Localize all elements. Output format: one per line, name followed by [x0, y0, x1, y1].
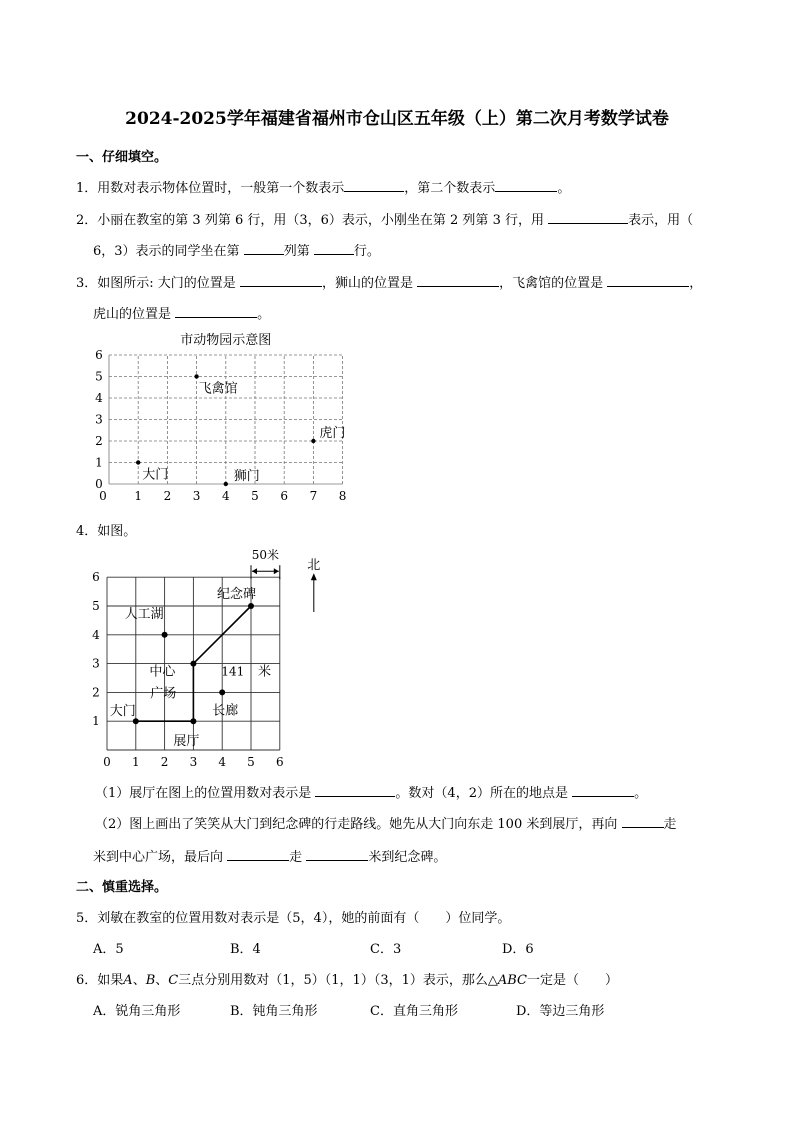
- q2-text-b: 表示，用（: [628, 213, 694, 228]
- park-x-tick: 5: [247, 755, 255, 769]
- q3-number: 3．: [76, 276, 98, 291]
- q2-number: 2．: [76, 213, 98, 228]
- q6-sep-2: 、: [155, 973, 169, 988]
- zoo-x-tick: 4: [221, 489, 230, 503]
- q1-number: 1．: [76, 181, 98, 196]
- zoo-point-label: 狮门: [233, 469, 260, 484]
- q6-sep-1: 、: [132, 973, 146, 988]
- scale-bar-arrow-left: [252, 568, 257, 574]
- north-label: 北: [307, 558, 321, 574]
- park-point: [219, 689, 225, 695]
- zoo-x-tick: 3: [192, 489, 201, 503]
- zoo-x-tick: 8: [338, 489, 347, 503]
- section-2-heading: 二、慎重选择。: [76, 880, 168, 895]
- q2-blank-2[interactable]: [244, 242, 284, 255]
- q6-option-b[interactable]: B．钝角三角形: [230, 1004, 318, 1019]
- question-2-line-2: [93, 240, 380, 259]
- q5-option-b[interactable]: B．4: [230, 942, 261, 957]
- park-point: [190, 661, 196, 667]
- q2-text-a: 小丽在教室的第 3 列第 6 行，用（3，6）表示，小刚坐在第 2 列第 3 行，用: [97, 213, 544, 228]
- park-y-tick: 5: [92, 599, 100, 613]
- park-x-tick: 6: [275, 755, 284, 769]
- q1-text-a: 用数对表示物体位置时，一般第一个数表示: [97, 181, 345, 196]
- q4-2-text-a: （2）图上画出了笑笑从大门到纪念碑的行走路线。她先从大门向东走 100 米到展厅，再向: [95, 817, 618, 832]
- q4-1-text-a: （1）展厅在图上的位置用数对表示是: [95, 786, 312, 801]
- zoo-chart-title: 市动物园示意图: [180, 333, 272, 348]
- zoo-y-tick: 6: [95, 348, 103, 362]
- q3-blank-3[interactable]: [607, 274, 689, 287]
- park-map-chart: [85, 538, 345, 772]
- q4-2-blank-3[interactable]: [306, 848, 368, 861]
- park-y-tick: 4: [92, 627, 100, 642]
- park-x-tick: 0: [103, 755, 111, 769]
- q6-number: 6．: [76, 973, 98, 988]
- q1-text-b: ，第二个数表示: [404, 181, 496, 196]
- q3-text-f: 。: [257, 307, 271, 322]
- q5-number: 5．: [76, 911, 98, 926]
- q3-text-d: ，: [689, 276, 703, 291]
- zoo-y-tick: 3: [95, 412, 103, 427]
- question-4-1: [95, 782, 647, 801]
- zoo-point: [194, 374, 198, 378]
- q4-2-blank-1[interactable]: [622, 815, 664, 828]
- zoo-point-label: 虎门: [319, 426, 346, 441]
- question-5: [76, 907, 510, 926]
- zoo-x-tick: 6: [280, 489, 289, 503]
- distance-label-number: 141: [221, 664, 245, 679]
- question-4: [76, 520, 136, 539]
- q4-2-text-c: 米到中心广场，最后向: [93, 850, 224, 865]
- zoo-y-tick: 1: [95, 455, 103, 470]
- q3-text-c: ，飞禽馆的位置是: [499, 276, 604, 291]
- q2-text-e: 行。: [353, 244, 380, 259]
- zoo-y-tick: 0: [95, 477, 103, 491]
- zoo-point: [311, 439, 315, 443]
- q4-2-text-e: 米到纪念碑。: [368, 850, 447, 865]
- q5-option-d[interactable]: D．6: [502, 942, 534, 957]
- zoo-x-tick: 5: [251, 489, 259, 503]
- q3-text-b: ，狮山的位置是: [321, 276, 413, 291]
- scale-bar-arrow-right: [274, 568, 279, 574]
- park-y-tick: 6: [92, 570, 100, 585]
- q4-text: 如图。: [97, 524, 137, 539]
- q6-point-b: B: [145, 973, 156, 988]
- park-point-label: 大门: [109, 704, 136, 720]
- q3-blank-1[interactable]: [240, 274, 322, 287]
- q6-option-c[interactable]: C．直角三角形: [370, 1004, 458, 1019]
- q6-option-d[interactable]: D．等边三角形: [516, 1004, 605, 1019]
- zoo-map-chart: [85, 328, 365, 504]
- q4-2-blank-2[interactable]: [227, 848, 289, 861]
- q3-text-a: 如图所示: 大门的位置是: [97, 276, 236, 291]
- park-point: [190, 718, 196, 724]
- q6-point-a: A: [123, 973, 133, 988]
- question-4-2-line-2: [93, 846, 446, 865]
- q3-text-e: 虎山的位置是: [93, 307, 172, 322]
- q6-option-a[interactable]: A．锐角三角形: [93, 1004, 181, 1019]
- q4-1-blank-1[interactable]: [315, 784, 395, 797]
- scale-bar-label: 50米: [251, 548, 280, 563]
- q6-text-c: 一定是（ ）: [527, 973, 619, 988]
- q1-blank-1[interactable]: [344, 179, 404, 192]
- question-1: [76, 177, 570, 196]
- zoo-x-tick: 1: [134, 489, 143, 503]
- park-point-label: 纪念碑: [217, 587, 257, 602]
- question-3-line-2: [93, 303, 270, 322]
- question-3-line-1: [76, 272, 702, 291]
- q2-text-c: 6，3）表示的同学坐在第: [93, 244, 240, 259]
- north-arrow-head: [311, 573, 317, 580]
- zoo-x-tick: 7: [309, 489, 318, 503]
- park-extra-label: 广场: [150, 686, 177, 702]
- question-4-2-line-1: [95, 813, 677, 832]
- q1-text-c: 。: [557, 181, 571, 196]
- park-x-tick: 1: [131, 755, 140, 769]
- park-y-tick: 2: [92, 685, 100, 700]
- zoo-x-tick: 2: [163, 489, 172, 503]
- section-1-heading: 一、仔细填空。: [76, 150, 168, 165]
- park-point-label: 展厅: [173, 734, 200, 750]
- zoo-point: [136, 460, 140, 464]
- park-point-label: 人工湖: [124, 606, 164, 622]
- page-title: 2024-2025学年福建省福州市仓山区五年级（上）第二次月考数学试卷: [125, 109, 669, 129]
- question-2-line-1: [76, 209, 693, 228]
- q3-blank-4[interactable]: [175, 305, 257, 318]
- q2-blank-1[interactable]: [548, 211, 628, 224]
- q6-triangle-abc: ABC: [497, 973, 527, 988]
- q3-blank-2[interactable]: [417, 274, 499, 287]
- q4-number: 4．: [76, 524, 98, 539]
- q6-point-c: C: [168, 973, 179, 988]
- zoo-x-tick: 0: [99, 489, 107, 503]
- park-point: [162, 632, 168, 638]
- q1-blank-2[interactable]: [495, 179, 557, 192]
- zoo-point-label: 飞禽馆: [198, 381, 238, 397]
- zoo-y-tick: 2: [95, 434, 103, 448]
- park-y-tick: 1: [92, 714, 100, 729]
- q5-option-a[interactable]: A．5: [93, 942, 124, 957]
- zoo-y-tick: 5: [95, 369, 103, 384]
- q4-1-text-c: 。: [634, 786, 648, 801]
- zoo-point: [224, 482, 228, 486]
- zoo-point-label: 大门: [142, 467, 169, 483]
- q4-1-text-b: 。数对（4，2）所在的地点是: [395, 786, 568, 801]
- q2-text-d: 列第: [283, 244, 310, 259]
- q5-text: 刘敏在教室的位置用数对表示是（5，4），她的前面有（ ）位同学。: [97, 911, 511, 926]
- q5-option-c[interactable]: C．3: [370, 942, 402, 957]
- distance-label-unit: 米: [258, 664, 272, 680]
- q4-2-text-b: 走: [663, 817, 677, 832]
- zoo-y-tick: 4: [95, 391, 103, 405]
- question-6: [76, 969, 618, 988]
- park-x-tick: 3: [189, 755, 198, 769]
- park-point: [248, 603, 254, 609]
- park-point-label: 中心: [149, 664, 176, 680]
- park-x-tick: 4: [218, 755, 227, 769]
- q2-blank-3[interactable]: [314, 242, 354, 255]
- park-point-label: 长廊: [212, 703, 239, 719]
- q4-1-blank-2[interactable]: [572, 784, 634, 797]
- q6-text-b: 三点分别用数对（1，5）（1，1）（3，1）表示，那么△: [178, 973, 498, 988]
- park-x-tick: 2: [160, 755, 169, 769]
- q6-text-a: 如果: [97, 973, 124, 988]
- park-y-tick: 3: [92, 656, 100, 671]
- q4-2-text-d: 走: [289, 850, 303, 865]
